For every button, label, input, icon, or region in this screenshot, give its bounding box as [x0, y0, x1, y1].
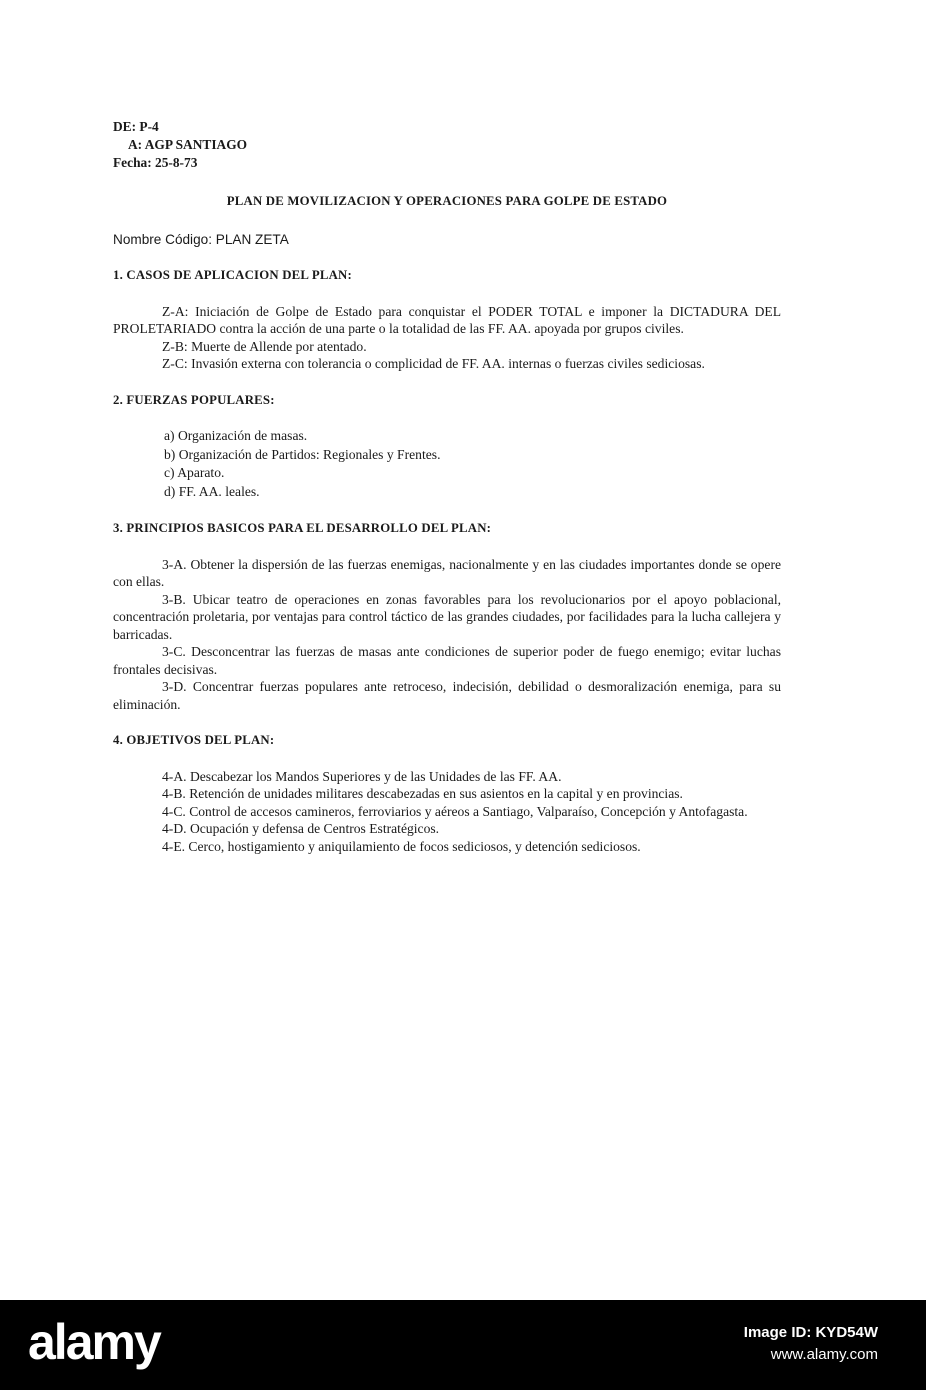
paragraph: 3-C. Desconcentrar las fuerzas de masas ante condiciones de superior poder de fuego enemigo; evitar luchas frontales decisivas. — [113, 644, 781, 677]
paragraph: 4-B. Retención de unidades militares descabezadas en sus asientos en la capital y en provincias. — [162, 786, 683, 801]
section-4-heading: 4. OBJETIVOS DEL PLAN: — [113, 733, 275, 747]
section-1-body — [113, 303, 781, 373]
memo-header — [113, 118, 781, 172]
brand-logo: alamy — [28, 1314, 160, 1370]
list-item: a) Organización de masas. — [164, 428, 308, 443]
document-body — [113, 118, 781, 855]
watermark-footer — [0, 1300, 926, 1390]
paragraph: 4-A. Descabezar los Mandos Superiores y de las Unidades de las FF. AA. — [162, 768, 562, 784]
paragraph: 3-A. Obtener la dispersión de las fuerzas enemigas, nacionalmente y en las ciudades importantes donde se opere con ellas. — [113, 556, 781, 589]
paragraph: 3-B. Ubicar teatro de operaciones en zonas favorables para los revolucionarios por el apoyo poblacional, concentración proletaria, por ventajas para control táctico de las grandes ciudades, por facilidades para la lucha callejera y barricadas. — [113, 591, 781, 642]
paragraph: Z-C: Invasión externa con tolerancia o complicidad de FF. AA. internas o fuerzas civiles sediciosas. — [162, 356, 705, 371]
document-title: PLAN DE MOVILIZACION Y OPERACIONES PARA GOLPE DE ESTADO — [226, 194, 668, 208]
site-url: www.alamy.com — [770, 1346, 878, 1363]
section-3-body — [113, 556, 781, 714]
header-from: DE: P-4 — [113, 119, 159, 134]
paragraph: 4-D. Ocupación y defensa de Centros Estratégicos. — [162, 821, 440, 836]
section-2-list — [113, 427, 781, 501]
paragraph: 4-E. Cerco, hostigamiento y aniquilamiento de focos sediciosos, y detención sediciosos. — [162, 838, 641, 854]
image-id: Image ID: KYD54W — [743, 1324, 878, 1341]
section-2-heading: 2. FUERZAS POPULARES: — [113, 392, 275, 407]
paragraph: 3-D. Concentrar fuerzas populares ante retroceso, indecisión, debilidad o desmoralización enemiga, para su eliminación. — [113, 679, 781, 712]
section-4-body — [113, 768, 781, 856]
section-3-heading: 3. PRINCIPIOS BASICOS PARA EL DESARROLLO DEL PLAN: — [113, 521, 492, 535]
paragraph: 4-C. Control de accesos camineros, ferroviarios y aéreos a Santiago, Valparaíso, Concepción y Antofagasta. — [162, 803, 748, 819]
header-to: A: AGP SANTIAGO — [128, 137, 248, 152]
list-item: d) FF. AA. leales. — [164, 483, 260, 499]
header-date: Fecha: 25-8-73 — [113, 155, 198, 170]
code-name: Nombre Código: PLAN ZETA — [113, 231, 289, 247]
section-1-heading: 1. CASOS DE APLICACION DEL PLAN: — [113, 268, 352, 282]
paragraph: Z-B: Muerte de Allende por atentado. — [162, 338, 367, 354]
paragraph: Z-A: Iniciación de Golpe de Estado para conquistar el PODER TOTAL e imponer la DICTADURA DEL PROLETARIADO contra la acción de una parte o la totalidad de las FF. AA. apoyada por grupos civiles. — [113, 303, 781, 336]
list-item: b) Organización de Partidos: Regionales y Frentes. — [164, 446, 441, 462]
image-reference — [744, 1322, 878, 1366]
list-item: c) Aparato. — [164, 465, 225, 480]
